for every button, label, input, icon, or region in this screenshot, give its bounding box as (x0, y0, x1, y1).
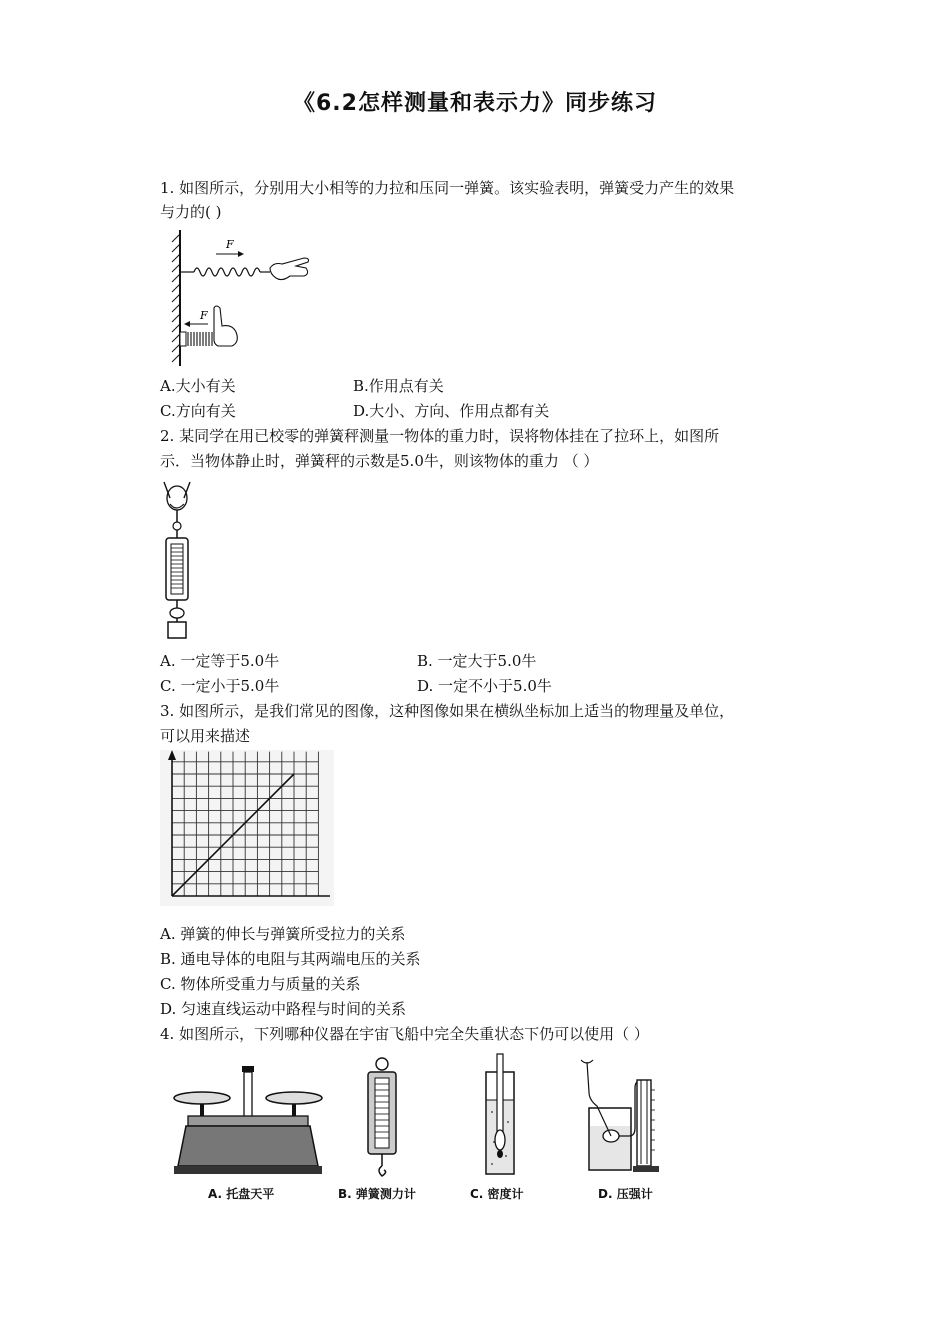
q4-stem-line1: 4. 如图所示，下列哪种仪器在宇宙飞船中完全失重状态下仍可以使用（ ） (160, 1025, 649, 1043)
q3-option-b[interactable]: B. 通电导体的电阻与其两端电压的关系 (160, 950, 421, 968)
q2-stem-line2: 示．当物体静止时，弹簧秤的示数是5.0牛，则该物体的重力 （ ） (160, 452, 599, 470)
q4-spring-dynamometer-figure (360, 1056, 404, 1182)
q1-force-label-top: F (226, 238, 234, 251)
q3-stem-line2: 可以用来描述 (160, 727, 251, 745)
q1-option-b[interactable]: B.作用点有关 (353, 377, 444, 395)
q3-stem-line1: 3. 如图所示，是我们常见的图像，这种图像如果在横纵坐标加上适当的物理量及单位， (160, 702, 735, 720)
q1-option-c[interactable]: C.方向有关 (160, 402, 236, 420)
q4-balance-figure (170, 1062, 326, 1180)
q4-caption-b[interactable]: B. 弹簧测力计 (338, 1187, 416, 1201)
page-title: 《6.2怎样测量和表示力》同步练习 (293, 91, 657, 116)
q4-caption-a[interactable]: A. 托盘天平 (208, 1187, 275, 1201)
q4-hydrometer-figure (480, 1052, 520, 1176)
q3-option-d[interactable]: D. 匀速直线运动中路程与时间的关系 (160, 1000, 407, 1018)
q2-spring-scale-figure (156, 480, 202, 642)
q2-stem-line1: 2. 某同学在用已校零的弹簧秤测量一物体的重力时，误将物体挂在了拉环上，如图所 (160, 427, 720, 445)
q2-option-b[interactable]: B. 一定大于5.0牛 (417, 652, 537, 670)
q1-spring-figure (166, 228, 326, 368)
q3-option-c[interactable]: C. 物体所受重力与质量的关系 (160, 975, 361, 993)
q1-stem-line1: 1. 如图所示，分别用大小相等的力拉和压同一弹簧。该实验表明，弹簧受力产生的效果 (160, 179, 735, 197)
q4-caption-d[interactable]: D. 压强计 (598, 1187, 653, 1201)
q2-option-a[interactable]: A. 一定等于5.0牛 (160, 652, 280, 670)
q4-manometer-figure (575, 1056, 675, 1178)
q2-option-c[interactable]: C. 一定小于5.0牛 (160, 677, 280, 695)
q2-option-d[interactable]: D. 一定不小于5.0牛 (417, 677, 552, 695)
q4-caption-c[interactable]: C. 密度计 (470, 1187, 524, 1201)
q1-option-d[interactable]: D.大小、方向、作用点都有关 (353, 402, 550, 420)
q3-option-a[interactable]: A. 弹簧的伸长与弹簧所受拉力的关系 (160, 925, 406, 943)
q1-option-a[interactable]: A.大小有关 (160, 377, 236, 395)
q1-force-label-bottom: F (200, 309, 208, 322)
q3-line-graph-figure (160, 750, 334, 906)
q1-stem-line2: 与力的( ) (160, 203, 222, 221)
